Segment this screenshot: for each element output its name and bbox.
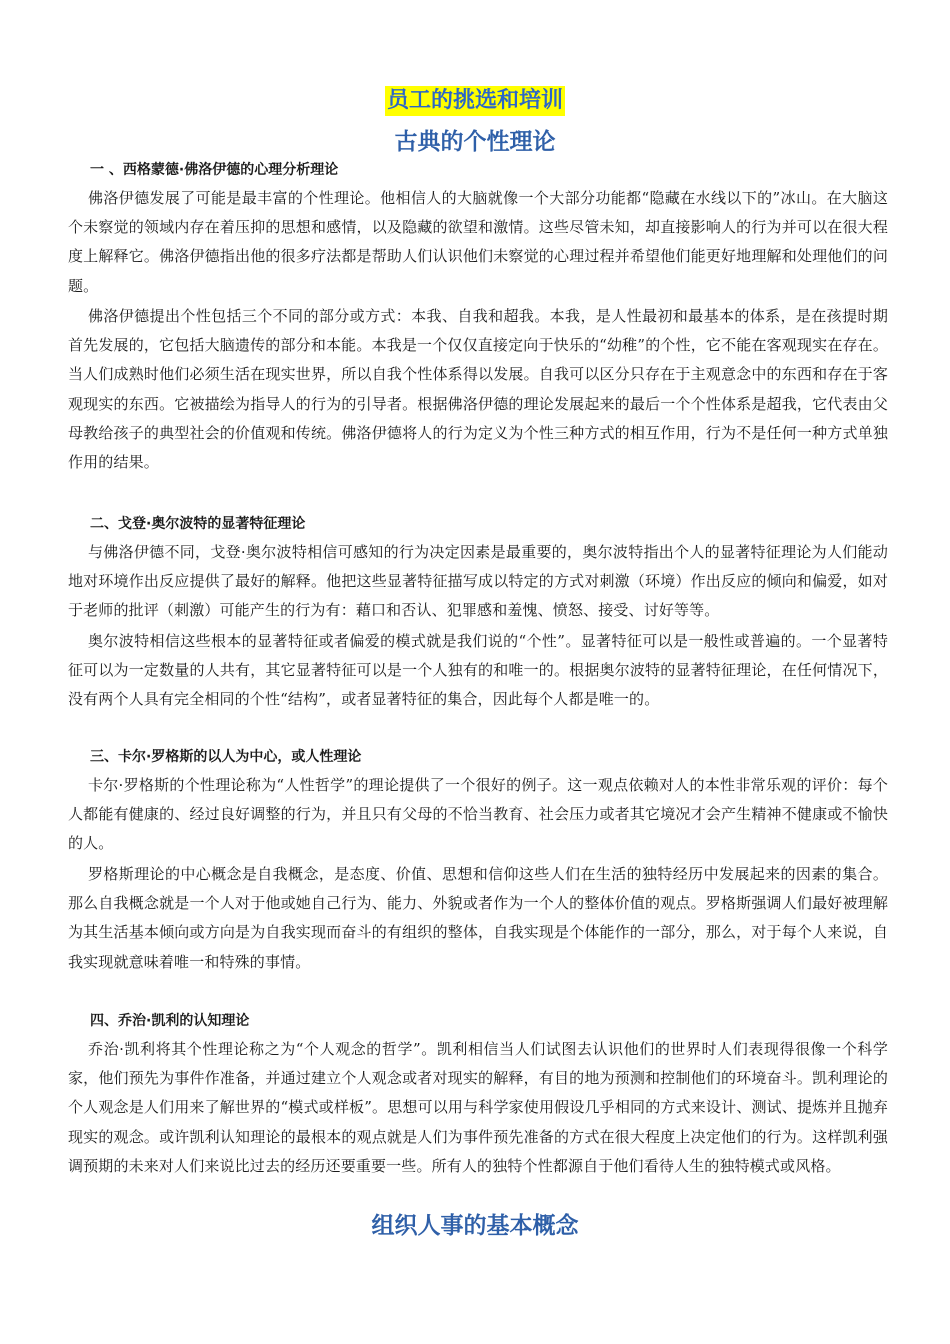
paragraph-freud-1: 佛洛伊德发展了可能是最丰富的个性理论。他相信人的大脑就像一个大部分功能都“隐藏在水线以下的”冰山。在大脑这个未察觉的领域内存在着压抑的思想和感情，以及隐藏的欲望和激情。这些尽管未知，却直接影响人的行为并可以在很大程度上解释它。佛洛伊德指出他的很多疗法都是帮助人们认识他们未察觉的心理过程并希望他们能更好地理解和处理他们的问题。 bbox=[68, 189, 888, 295]
paragraph-allport-2: 奥尔波特相信这些根本的显著特征或者偏爱的模式就是我们说的“个性”。显著特征可以是一般性或普遍的。一个显著特征可以为一定数量的人共有，其它显著特征可以是一个人独有的和唯一的。根据奥尔波特的显著特征理论，在任何情况下，没有两个人具有完全相同的个性“结构”，或者显著特征的集合，因此每个人都是唯一的。 bbox=[68, 632, 888, 709]
section-title-classical-personality: 古典的个性理论 bbox=[394, 129, 556, 155]
document-title: 员工的挑选和培训 bbox=[385, 86, 565, 116]
heading-freud: 一 、西格蒙德·佛洛伊德的心理分析理论 bbox=[90, 162, 339, 178]
paragraph-kelly-1: 乔治·凯利将其个性理论称之为“个人观念的哲学”。凯利相信当人们试图去认识他们的世界时人们表现得很像一个科学家，他们预先为事件作准备，并通过建立个人观念或者对现实的解释，有目的地为预测和控制他们的环境奋斗。凯利理论的个人观念是人们用来了解世界的“模式或样板”。思想可以用与科学家使用假设几乎相同的方式来设计、测试、提炼并且抛弃现实的观念。或许凯利认知理论的最根本的观点就是人们为事件预先准备的方式在很大程度上决定他们的行为。这样凯利强调预期的未来对人们来说比过去的经历还要重要一些。所有人的独特个性都源自于他们看待人生的独特模式或风格。 bbox=[68, 1040, 888, 1175]
paragraph-rogers-1: 卡尔·罗格斯的个性理论称为“人性哲学”的理论提供了一个很好的例子。这一观点依赖对人的本性非常乐观的评价：每个人都能有健康的、经过良好调整的行为，并且只有父母的不恰当教育、社会压力或者其它境况才会产生精神不健康或不愉快的人。 bbox=[68, 776, 888, 853]
heading-rogers: 三、卡尔·罗格斯的以人为中心，或人性理论 bbox=[90, 749, 362, 765]
section-title-personnel-concepts: 组织人事的基本概念 bbox=[371, 1213, 579, 1239]
document-title-wrap bbox=[0, 86, 950, 116]
heading-kelly: 四、乔治·凯利的认知理论 bbox=[90, 1013, 250, 1029]
paragraph-allport-1: 与佛洛伊德不同，戈登·奥尔波特相信可感知的行为决定因素是最重要的，奥尔波特指出个人的显著特征理论为人们能动地对环境作出反应提供了最好的解释。他把这些显著特征描写成以特定的方式对刺激（环境）作出反应的倾向和偏爱，如对于老师的批评（刺激）可能产生的行为有：藉口和否认、犯罪感和羞愧、愤怒、接受、讨好等等。 bbox=[68, 543, 888, 620]
paragraph-rogers-2: 罗格斯理论的中心概念是自我概念，是态度、价值、思想和信仰这些人们在生活的独特经历中发展起来的因素的集合。那么自我概念就是一个人对于他或她自己行为、能力、外貌或者作为一个人的整体价值的观点。罗格斯强调人们最好被理解为其生活基本倾向或方向是为自我实现而奋斗的有组织的整体，自我实现是个体能作的一部分，那么，对于每个人来说，自我实现就意味着唯一和特殊的事情。 bbox=[68, 865, 888, 971]
heading-allport: 二、戈登·奥尔波特的显著特征理论 bbox=[90, 516, 306, 532]
paragraph-freud-2: 佛洛伊德提出个性包括三个不同的部分或方式：本我、自我和超我。本我，是人性最初和最基本的体系，是在孩提时期首先发展的，它包括大脑遗传的部分和本能。本我是一个仅仅直接定向于快乐的“幼稚”的个性，它不能在客观现实在存在。当人们成熟时他们必须生活在现实世界，所以自我个性体系得以发展。自我可以区分只存在于主观意念中的东西和存在于客观现实的东西。它被描绘为指导人的行为的引导者。根据佛洛伊德的理论发展起来的最后一个个性体系是超我，它代表由父母教给孩子的典型社会的价值观和传统。佛洛伊德将人的行为定义为个性三种方式的相互作用，行为不是任何一种方式单独作用的结果。 bbox=[68, 307, 888, 472]
